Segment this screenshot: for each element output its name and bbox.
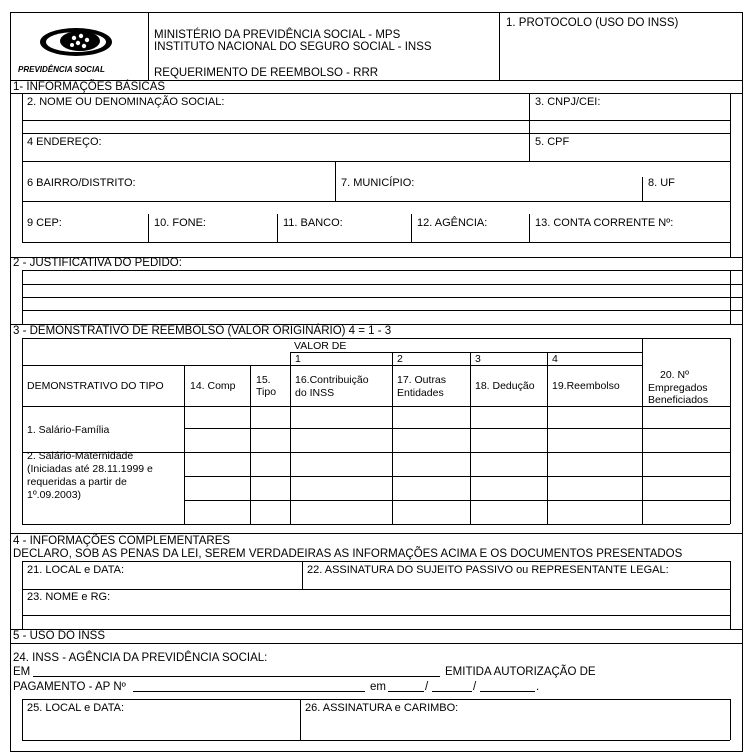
banco-label: 11. BANCO: [283,217,343,229]
row-salario-maternidade-3: requeridas a partir de [27,476,127,488]
col-empregados-header-3: Beneficiados [648,394,709,406]
protocol-label: 1. PROTOCOLO (USO DO INSS) [506,17,679,29]
col-number-3: 3 [475,353,481,365]
agencia-inss-label: 24. INSS - AGÊNCIA DA PREVIDÊNCIA SOCIAL: [13,652,268,664]
col-reembolso-header: 19.Reembolso [552,380,620,392]
col-tipo-header: DEMONSTRATIVO DO TIPO [27,380,164,392]
assinatura-carimbo-label: 26. ASSINATURA e CARIMBO: [305,702,459,714]
col-outras-header-2: Entidades [397,387,444,399]
section1-title: 1- INFORMAÇÕES BÁSICAS [13,81,166,93]
table-row[interactable] [185,501,730,524]
nome-label: 2. NOME OU DENOMINAÇÃO SOCIAL: [27,96,225,108]
ministry-title: MINISTÉRIO DA PREVIDÊNCIA SOCIAL - MPS [154,29,401,41]
table-row[interactable] [185,477,730,500]
local-data-field[interactable] [23,576,302,589]
section2-title: 2 - JUSTIFICATIVA DO PEDIDO: [13,257,182,269]
local-data-inss-field[interactable] [23,714,300,740]
fone-label: 10. FONE: [154,217,206,229]
col-outras-header: 17. Outras [397,374,447,386]
nome-rg-label: 23. NOME e RG: [27,591,111,603]
logo [18,22,138,76]
institute-title: INSTITUTO NACIONAL DO SEGURO SOCIAL - INSS [154,41,432,53]
col-tipo15-header-2: Tipo [256,386,277,398]
endereco-field[interactable] [23,148,529,161]
date-separator-2: / [473,681,477,693]
table-row[interactable] [185,407,730,428]
em-field[interactable] [33,665,440,677]
conta-field[interactable] [530,229,730,242]
assinatura-carimbo-field[interactable] [301,714,730,740]
local-data-inss-label: 25. LOCAL e DATA: [27,702,125,714]
col-comp-header: 14. Comp [190,380,236,392]
col-tipo15-header: 15. [256,374,271,386]
date-separator-1: / [425,681,429,693]
uf-field[interactable] [643,189,703,201]
col-deducao-header: 18. Dedução [475,380,535,392]
cep-label: 9 CEP: [27,217,62,229]
valor-de-label: VALOR DE [294,340,347,352]
em2-label: em [370,681,386,693]
justificativa-line-4[interactable] [23,311,730,323]
fone-field[interactable] [149,229,277,242]
local-data-label: 21. LOCAL e DATA: [27,564,125,576]
col-contrib-header-2: do INSS [295,387,335,399]
col-empregados-header: 20. Nº [660,369,689,381]
justificativa-line-2[interactable] [23,285,730,297]
cnpj-label: 3. CNPJ/CEI: [535,96,601,108]
section5-title: 5 - USO DO INSS [13,630,106,642]
month-field[interactable] [432,680,472,692]
cep-field[interactable] [23,229,148,242]
date-period: . [536,681,540,693]
col-contrib-header: 16.Contribuição [295,374,369,386]
justificativa-line-1[interactable] [23,271,730,284]
section3-title: 3 - DEMONSTRATIVO DE REEMBOLSO (VALOR ORIGINÁRIO) 4 = 1 - 3 [13,325,392,337]
col-number-4: 4 [552,353,558,365]
logo-caption: PREVIDÊNCIA SOCIAL [18,65,105,74]
day-field[interactable] [388,680,424,692]
form-title: REQUERIMENTO DE REEMBOLSO - RRR [154,67,379,79]
municipio-label: 7. MUNICÍPIO: [341,177,415,189]
table-row[interactable] [185,453,730,476]
row-salario-maternidade-4: 1º.09.2003) [27,489,82,501]
assinatura-label: 22. ASSINATURA DO SUJEITO PASSIVO ou REPRESENTANTE LEGAL: [307,564,669,576]
em-label: EM [13,666,31,678]
protocol-field[interactable] [500,30,742,79]
agencia-field[interactable] [412,229,529,242]
municipio-field[interactable] [336,189,642,201]
bairro-label: 6 BAIRRO/DISTRITO: [27,177,136,189]
bairro-field[interactable] [23,189,335,201]
col-number-2: 2 [397,353,403,365]
row-salario-familia: 1. Salário-Família [27,424,110,436]
cpf-label: 5. CPF [535,136,570,148]
agencia-label: 12. AGÊNCIA: [417,217,488,229]
assinatura-field[interactable] [303,576,730,589]
endereco-label: 4 ENDEREÇO: [27,136,102,148]
row-salario-maternidade-2: (Iniciadas até 28.11.1999 e [27,463,153,475]
declaro-text: DECLARO, SOB AS PENAS DA LEI, SEREM VERDADEIRAS AS INFORMAÇÕES ACIMA E OS DOCUMENTOS PRESENTADOS [13,548,683,560]
justificativa-line-3[interactable] [23,298,730,310]
table-row[interactable] [185,429,730,452]
cpf-field[interactable] [530,148,730,161]
section4-title: 4 - INFORMAÇÕES COMPLEMENTARES [13,535,231,547]
col-number-1: 1 [295,353,301,365]
row-salario-maternidade: 2. Salário-Maternidade [27,450,134,462]
uf-label: 8. UF [648,177,675,189]
pagamento-label: PAGAMENTO - AP Nº [13,681,126,693]
emitida-label: EMITIDA AUTORIZAÇÃO DE [445,666,596,678]
logo-emblem-icon [28,22,138,62]
conta-label: 13. CONTA CORRENTE Nº: [535,217,674,229]
year-field[interactable] [480,680,535,692]
ap-number-field[interactable] [133,680,365,692]
col-empregados-header-2: Empregados [648,382,708,394]
banco-field[interactable] [278,229,411,242]
